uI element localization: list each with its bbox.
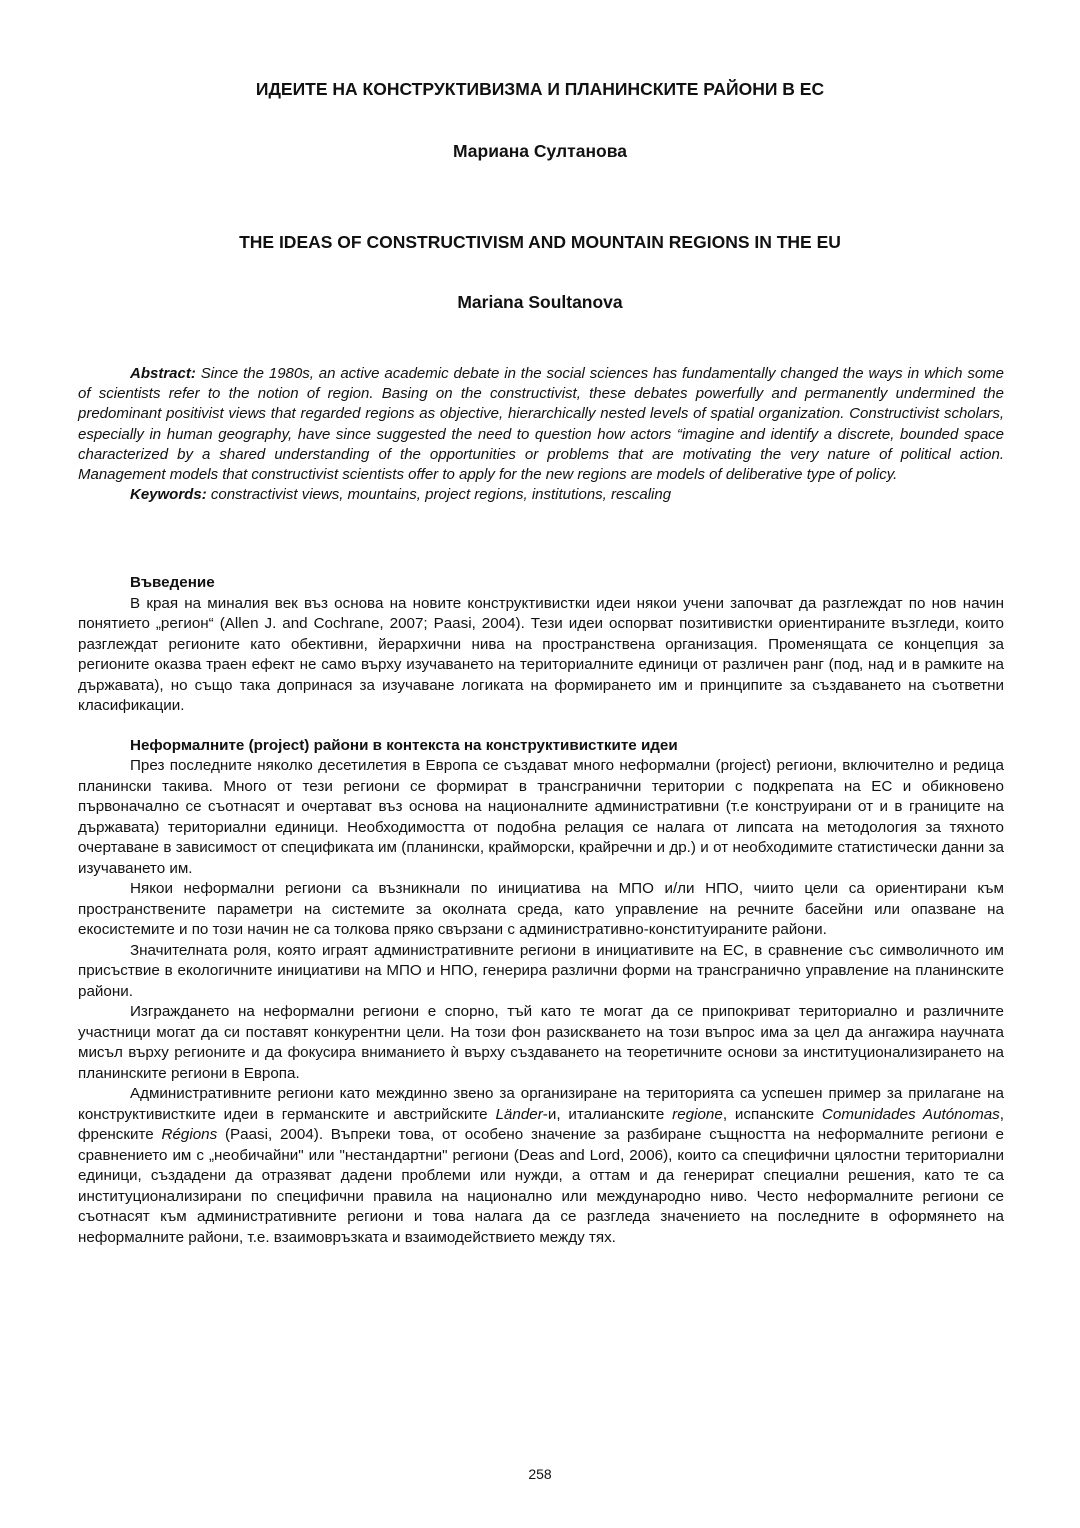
- abstract-paragraph: [78, 364, 1004, 485]
- introduction-paragraph: В края на миналия век въз основа на новите конструктивистки идеи някои учени започват да разглеждат по нов начин понятието „регион“ (Allen J. and Cochrane, 2007; Paasi, 2004). Тези идеи оспорват позитивистки ориентираните възгледи, които разглеждат регионите като обективни, йерархични нива на пространствена организация. Променящата се концепция за регионите оказва траен ефект не само върху изучаването на териториалните единици от различен ранг (под, над и в рамките на държавата), но също така допринася за изучаване логиката на формирането им и принципите за създаването на съответни класификации.: [78, 594, 1004, 714]
- author-bulgarian: Мариана Султанова: [453, 141, 627, 161]
- p5-text-i: (Paasi, 2004). Въпреки това, от особено значение за разбиране същността на неформалните региони е сравнението им с „необичайни" или "нестандартни" региони (Deas and Lord, 2006), които са специфични цялостни териториални единици, създадени да отразяват дадени проблеми или нужди, а оттам и да генерират специални решения, като те са институционализирани по специфични правила на национално или международно ниво. Често неформалните региони се съотнасят към административните региони и това налага да се разгледа значението на последните в оформянето на неформалните райони, т.е. взаимовръзката и взаимодействието между тях.: [78, 1126, 1004, 1246]
- p5-term-regione: regione: [672, 1105, 723, 1123]
- body-paragraph-4: Изграждането на неформални региони е спорно, тъй като те могат да се припокриват териториално и различните участници могат да си поставят конкурентни цели. На този фон разискването на този въпрос има за цел да ангажира научната мисъл върху регионите и да фокусира вниманието ѝ върху създаването на теоретичните основи за институционализирането на планинските региони в Европа.: [78, 1003, 1004, 1082]
- p5-text-g: , френските: [78, 1105, 1004, 1143]
- p5-text-a: Административните региони като междинно звено за организиране на територията са успешен пример за прилагане на конструктивистките идеи в германските и австрийските: [78, 1085, 1004, 1123]
- body-paragraph-2: Някои неформални региони са възникнали по инициатива на МПО и/ли НПО, чиито цели са ориентирани към пространствените параметри на системите за околната среда, като управление на речните басейни или опазване на екосистемите и по този начин не са толкова пряко свързани с административно-конституираните райони.: [78, 880, 1004, 938]
- p5-term-regions: Régions: [161, 1126, 218, 1143]
- body-paragraph-5: [78, 1084, 1004, 1248]
- abstract-text: Since the 1980s, an active academic debate in the social sciences has fundamentally changed the ways in which some of scientists refer to the notion of region. Basing on the constructivist, these debates powerfully and permanently undermined the predominant positivist views that regarded regions as objective, hierarchically nested levels of spatial organization. Constructivist scholars, especially in human geography, have since suggested the need to question how actors “imagine and identify a discrete, bounded space characterized by a shared understanding of the opportunities or problems that are motivating the very nature of political action. Management models that constructivist scientists offer to apply for the new regions are models of deliberative type of policy.: [78, 365, 1004, 484]
- body-text: [78, 573, 1004, 1248]
- body-paragraph-3: Значителната роля, която играят административните региони в инициативите на ЕС, в сравнение със символичното им присъствие в екологичните инициативи на МПО и НПО, генерира различни форми на трансгранично управление на планинските райони.: [78, 941, 1004, 1000]
- p5-text-e: , испанските: [722, 1105, 822, 1123]
- p5-term-comunidades: Comunidades Autónomas: [821, 1105, 1000, 1123]
- author-english: Mariana Soultanova: [457, 292, 623, 312]
- keywords-label: Keywords:: [130, 486, 207, 504]
- section-spacer: [78, 717, 1004, 736]
- title-english: THE IDEAS OF CONSTRUCTIVISM AND MOUNTAIN REGIONS IN THE EU: [239, 232, 841, 252]
- keywords-text: constractivist views, mountains, project regions, institutions, rescaling: [206, 486, 672, 504]
- body-paragraph-1: През последните няколко десетилетия в Европа се създават много неформални (project) региони, включително и редица планински такива. Много от тези региони се формират в трансгранични територии с подкрепата на ЕС и обикновено първоначално се съотнасят и очертават въз основа на националните административни (т.е конструирани от и в границите на държавата) териториални единици. Необходимостта от подобна релация се налага от липсата на методология за тяхното очертаване в зависимост от спецификата им (планински, крайморски, крайречни и др.) и от необходимите статистически данни за изучаването им.: [78, 757, 1004, 877]
- p5-term-lander: Länder: [495, 1105, 543, 1123]
- page-number: 258: [528, 1466, 552, 1482]
- section-heading-project-regions: Неформалните (project) райони в контекста на конструктивистките идеи: [130, 736, 678, 754]
- section-heading-introduction: Въведение: [130, 574, 215, 591]
- title-bulgarian: ИДЕИТЕ НА КОНСТРУКТИВИЗМА И ПЛАНИНСКИТЕ РАЙОНИ В ЕС: [255, 79, 825, 99]
- abstract-label: Abstract:: [130, 365, 196, 382]
- p5-text-c: -и, италианските: [542, 1105, 673, 1123]
- abstract-block: [78, 364, 1004, 505]
- keywords-paragraph: [78, 485, 1004, 505]
